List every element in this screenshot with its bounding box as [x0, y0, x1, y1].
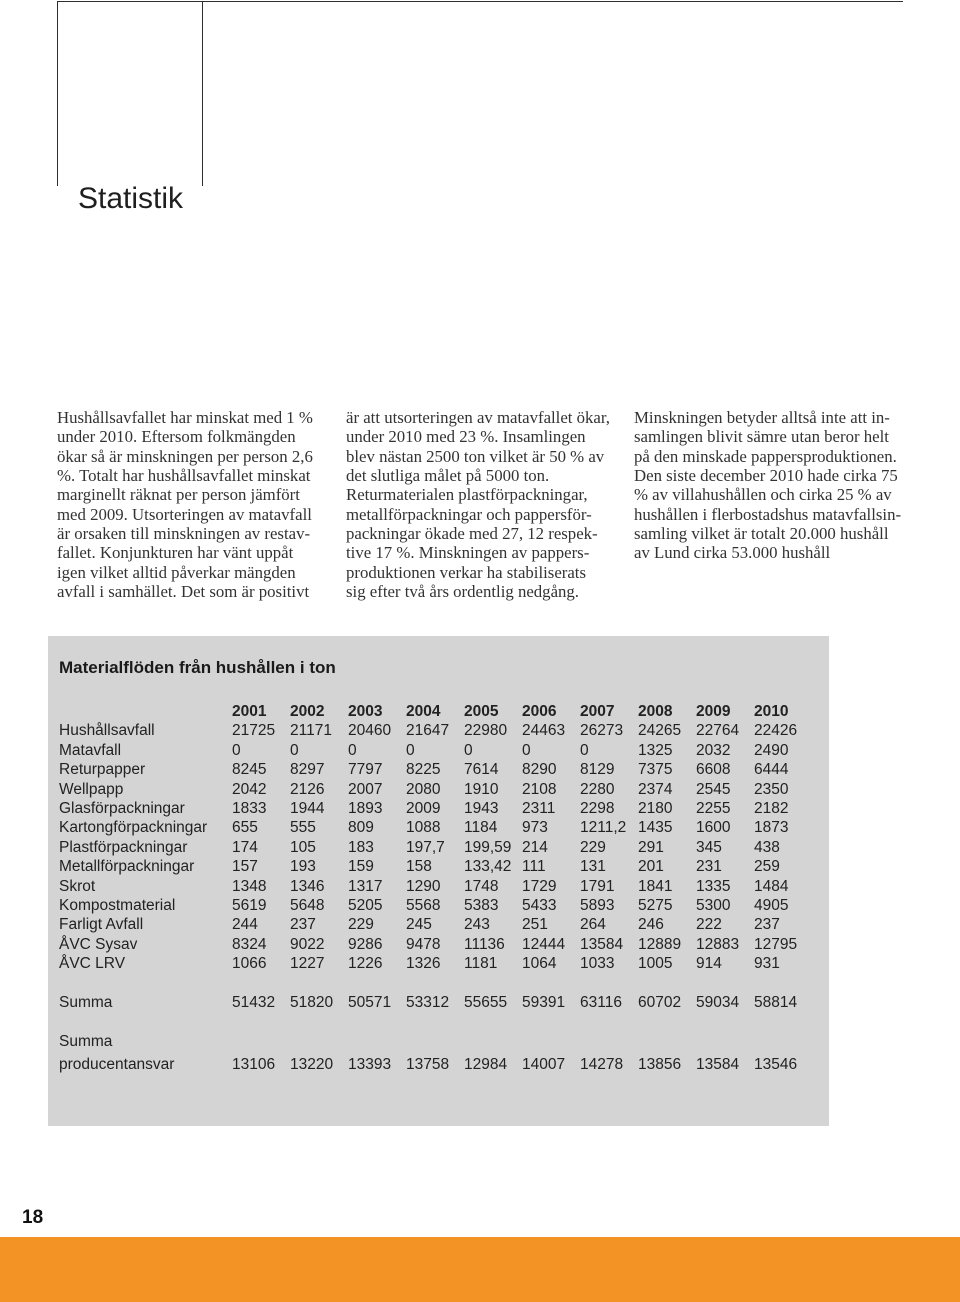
cell-value: 7614	[464, 761, 499, 779]
cell-value: 1944	[290, 800, 325, 818]
cell-value: 245	[406, 916, 432, 934]
cell-value: 2311	[522, 800, 556, 818]
table-header	[59, 702, 812, 721]
total-label	[59, 993, 232, 1012]
table-row	[59, 915, 812, 934]
text-line: produktionen verkar ha stabiliserats	[346, 562, 586, 582]
text-line: sig efter två års ordentlig nedgång.	[346, 582, 579, 602]
cell-value: 2009	[406, 800, 441, 818]
cell-value: 1791	[580, 877, 615, 895]
table-row	[59, 780, 812, 799]
year-header: 2010	[754, 703, 789, 720]
total-value: 59034	[696, 994, 740, 1012]
cell-value: 1833	[232, 800, 267, 818]
cell-value: 2374	[638, 780, 673, 798]
cell-value: 105	[290, 838, 316, 856]
table-spacer-cell	[59, 974, 812, 993]
text-line: är att utsorteringen av matavfallet ökar,	[346, 408, 610, 427]
text-line: packningar ökade med 27, 12 respek-	[346, 524, 598, 544]
cell-value: 0	[580, 741, 589, 759]
header-row	[59, 702, 812, 721]
cell-value: 1943	[464, 800, 499, 818]
table-row	[59, 954, 812, 973]
cell-value: 244	[232, 916, 258, 934]
cell-value: 8324	[232, 935, 267, 953]
table-row	[59, 896, 812, 915]
total-value: 58814	[754, 994, 798, 1012]
cell-value: 2080	[406, 780, 441, 798]
total-value: 13856	[638, 1055, 682, 1073]
cell-value: 133,42	[464, 858, 512, 876]
footer-accent-bar	[0, 1237, 960, 1302]
cell-value: 1290	[406, 877, 441, 895]
cell-value: 2007	[348, 780, 383, 798]
cell-value: 1484	[754, 877, 789, 895]
total-value: 13584	[696, 1055, 740, 1073]
cell-value: 26273	[580, 722, 624, 740]
table-row	[59, 935, 812, 954]
cell-value: 1910	[464, 780, 499, 798]
cell-value: 1211,2	[580, 819, 627, 837]
total-value: 59391	[522, 994, 566, 1012]
text-column-2	[346, 408, 610, 601]
page-title: Statistik	[78, 182, 184, 215]
cell-value: 2350	[754, 780, 789, 798]
cell-value: 1005	[638, 955, 673, 973]
total-value: 13393	[348, 1055, 392, 1073]
cell-value: 1893	[348, 800, 383, 818]
table-row	[59, 799, 812, 818]
cell-value: 24265	[638, 722, 682, 740]
text-line: ökar så är minskningen per person 2,6	[57, 446, 313, 466]
table-row	[59, 760, 812, 779]
year-header: 2009	[696, 703, 731, 720]
cell-value: 655	[232, 819, 258, 837]
year-header: 2002	[290, 703, 325, 720]
cell-value: 1066	[232, 955, 267, 973]
cell-value: 1317	[348, 877, 383, 895]
cell-value: 5893	[580, 897, 615, 915]
row-label: Plastförpackningar	[59, 838, 188, 856]
cell-value: 1064	[522, 955, 557, 973]
text-column-3	[634, 408, 901, 563]
total-value: 55655	[464, 994, 508, 1012]
total-value: 13106	[232, 1055, 276, 1073]
table-row	[59, 857, 812, 876]
cell-value: 5205	[348, 897, 383, 915]
row-label: Farligt Avfall	[59, 916, 144, 934]
cell-value: 9022	[290, 935, 325, 953]
table-row	[59, 721, 812, 740]
cell-value: 24463	[522, 722, 566, 740]
cell-value: 1348	[232, 877, 267, 895]
row-label: ÅVC LRV	[59, 955, 126, 973]
table-row	[59, 877, 812, 896]
cell-value: 183	[348, 838, 374, 856]
text-line: %. Totalt har hushållsavfallet minskat	[57, 466, 311, 486]
cell-value: 2180	[638, 800, 673, 818]
cell-value: 5619	[232, 897, 267, 915]
text-line: marginellt räknat per person jämfört	[57, 485, 300, 505]
cell-value: 0	[522, 741, 531, 759]
row-label: ÅVC Sysav	[59, 935, 138, 953]
cell-value: 12883	[696, 935, 740, 953]
header-empty-cell	[59, 702, 232, 721]
cell-value: 237	[754, 916, 780, 934]
frame-line-inner	[202, 1, 203, 186]
cell-value: 159	[348, 858, 374, 876]
cell-value: 259	[754, 858, 780, 876]
table-row	[59, 838, 812, 857]
row-label: Returpapper	[59, 761, 146, 779]
cell-value: 157	[232, 858, 258, 876]
text-line: Den siste december 2010 hade cirka 75	[634, 466, 898, 486]
cell-value: 7797	[348, 761, 383, 779]
total-value: 53312	[406, 994, 450, 1012]
cell-value: 21171	[290, 722, 332, 740]
cell-value: 8129	[580, 761, 615, 779]
cell-value: 1226	[348, 955, 383, 973]
cell-value: 7375	[638, 761, 673, 779]
cell-value: 2490	[754, 741, 789, 759]
cell-value: 931	[754, 955, 780, 973]
text-line: avfall i samhället. Det som är positivt	[57, 582, 310, 602]
page-number: 18	[22, 1207, 44, 1228]
table-title: Materialflöden från hushållen i ton	[59, 658, 336, 677]
cell-value: 21647	[406, 722, 450, 740]
cell-value: 193	[290, 858, 316, 876]
cell-value: 1729	[522, 877, 557, 895]
row-label: Matavfall	[59, 741, 122, 759]
total-value: 13758	[406, 1055, 450, 1073]
total-value: 50571	[348, 994, 392, 1012]
text-line: med 2009. Utsorteringen av matavfall	[57, 504, 312, 524]
table-body	[59, 721, 812, 1074]
text-line: är orsaken till minskningen av restav-	[57, 524, 311, 544]
text-line: av Lund cirka 53.000 hushåll	[634, 543, 831, 563]
cell-value: 229	[580, 838, 606, 856]
cell-value: 22426	[754, 722, 798, 740]
cell-value: 8297	[290, 761, 325, 779]
cell-value: 243	[464, 916, 490, 934]
cell-value: 1873	[754, 819, 789, 837]
cell-value: 1227	[290, 955, 325, 973]
cell-value: 2280	[580, 780, 615, 798]
cell-value: 246	[638, 916, 664, 934]
cell-value: 11136	[464, 935, 505, 953]
cell-value: 0	[406, 741, 415, 759]
cell-value: 291	[638, 838, 664, 856]
text-line: det slutliga målet på 5000 ton.	[346, 466, 550, 486]
cell-value: 229	[348, 916, 374, 934]
cell-value: 809	[348, 819, 374, 837]
row-label: Glasförpackningar	[59, 800, 185, 818]
cell-value: 222	[696, 916, 722, 934]
cell-value: 197,7	[406, 838, 445, 856]
material-table	[59, 702, 812, 1074]
frame-line-left	[57, 1, 58, 186]
cell-value: 973	[522, 819, 548, 837]
cell-value: 1346	[290, 877, 325, 895]
total-value: 51820	[290, 994, 334, 1012]
cell-value: 0	[348, 741, 357, 759]
cell-value: 20460	[348, 722, 392, 740]
cell-value: 2126	[290, 780, 325, 798]
cell-value: 5568	[406, 897, 441, 915]
cell-value: 21725	[232, 722, 276, 740]
cell-value: 1748	[464, 877, 499, 895]
cell-value: 131	[580, 858, 606, 876]
cell-value: 1184	[464, 819, 498, 837]
cell-value: 13584	[580, 935, 624, 953]
text-line: blev nästan 2500 ton vilket är 50 % av	[346, 446, 605, 466]
cell-value: 4905	[754, 897, 789, 915]
year-header: 2006	[522, 703, 557, 720]
year-header: 2005	[464, 703, 499, 720]
cell-value: 158	[406, 858, 432, 876]
cell-value: 1326	[406, 955, 441, 973]
cell-value: 1088	[406, 819, 441, 837]
cell-value: 5300	[696, 897, 731, 915]
year-header: 2004	[406, 703, 441, 720]
cell-value: 9478	[406, 935, 441, 953]
total-value: 51432	[232, 994, 276, 1012]
year-header: 2001	[232, 703, 267, 720]
cell-value: 214	[522, 838, 548, 856]
cell-value: 174	[232, 838, 258, 856]
year-header: 2007	[580, 703, 615, 720]
text-line: % av villahushållen och cirka 25 % av	[634, 485, 892, 505]
table-row	[59, 741, 812, 760]
cell-value: 9286	[348, 935, 383, 953]
cell-value: 5648	[290, 897, 325, 915]
material-table-box	[48, 636, 829, 1126]
cell-value: 6608	[696, 761, 731, 779]
cell-value: 1181	[464, 955, 498, 973]
table-spacer-cell	[59, 1012, 812, 1031]
cell-value: 111	[522, 858, 546, 876]
row-label: Skrot	[59, 877, 96, 895]
total-label-line: producentansvar	[59, 1055, 175, 1073]
total-row	[59, 1032, 812, 1074]
frame-line-top	[57, 1, 903, 2]
cell-value: 12444	[522, 935, 566, 953]
total-value: 14007	[522, 1055, 566, 1073]
text-column-1	[57, 408, 313, 601]
cell-value: 1033	[580, 955, 615, 973]
table-row	[59, 818, 812, 837]
text-line: Hushållsavfallet har minskat med 1 %	[57, 408, 313, 427]
cell-value: 12795	[754, 935, 798, 953]
total-label	[59, 1032, 232, 1074]
cell-value: 12889	[638, 935, 682, 953]
total-row	[59, 993, 812, 1012]
cell-value: 2298	[580, 800, 615, 818]
total-value: 63116	[580, 994, 622, 1012]
cell-value: 6444	[754, 761, 789, 779]
cell-value: 22764	[696, 722, 740, 740]
row-label: Hushållsavfall	[59, 722, 155, 740]
cell-value: 264	[580, 916, 606, 934]
row-label: Kartongförpackningar	[59, 819, 208, 837]
total-value: 60702	[638, 994, 682, 1012]
cell-value: 2255	[696, 800, 731, 818]
cell-value: 1841	[638, 877, 673, 895]
cell-value: 345	[696, 838, 722, 856]
cell-value: 2108	[522, 780, 557, 798]
total-value: 14278	[580, 1055, 624, 1073]
text-line: fallet. Konjunkturen har vänt uppåt	[57, 543, 294, 563]
cell-value: 2032	[696, 741, 731, 759]
text-line: på den minskade pappersproduktionen.	[634, 446, 897, 466]
row-label: Wellpapp	[59, 780, 124, 798]
cell-value: 8225	[406, 761, 441, 779]
cell-value: 2545	[696, 780, 731, 798]
cell-value: 1325	[638, 741, 673, 759]
text-line: igen vilket alltid påverkar mängden	[57, 562, 296, 582]
table-spacer-row	[59, 1012, 812, 1031]
cell-value: 1335	[696, 877, 731, 895]
cell-value: 251	[522, 916, 548, 934]
cell-value: 231	[696, 858, 722, 876]
cell-value: 0	[232, 741, 241, 759]
text-line: samlingen blivit sämre utan beror helt	[634, 427, 889, 447]
cell-value: 0	[290, 741, 299, 759]
text-line: Returmaterialen plastförpackningar,	[346, 485, 588, 505]
text-line: hushållen i flerbostadshus matavfallsin-	[634, 504, 902, 524]
text-line: under 2010. Eftersom folkmängden	[57, 427, 296, 447]
cell-value: 1600	[696, 819, 731, 837]
cell-value: 237	[290, 916, 316, 934]
cell-value: 22980	[464, 722, 508, 740]
text-line: tive 17 %. Minskningen av pappers-	[346, 543, 590, 563]
cell-value: 5275	[638, 897, 673, 915]
table-spacer-row	[59, 974, 812, 993]
cell-value: 199,59	[464, 838, 512, 856]
cell-value: 8245	[232, 761, 267, 779]
cell-value: 438	[754, 838, 780, 856]
year-header: 2003	[348, 703, 383, 720]
text-line: metallförpackningar och pappersför-	[346, 504, 592, 524]
cell-value: 5433	[522, 897, 557, 915]
total-label-line: Summa	[59, 994, 113, 1012]
row-label: Metallförpackningar	[59, 858, 195, 876]
cell-value: 2042	[232, 780, 267, 798]
total-value: 13220	[290, 1055, 334, 1073]
cell-value: 2182	[754, 800, 789, 818]
cell-value: 555	[290, 819, 316, 837]
row-label: Kompostmaterial	[59, 897, 176, 915]
cell-value: 914	[696, 955, 722, 973]
cell-value: 8290	[522, 761, 557, 779]
total-value: 12984	[464, 1055, 508, 1073]
text-line: under 2010 med 23 %. Insamlingen	[346, 427, 586, 447]
cell-value: 201	[638, 858, 664, 876]
cell-value: 0	[464, 741, 473, 759]
text-line: samling vilket är totalt 20.000 hushåll	[634, 524, 889, 544]
year-header: 2008	[638, 703, 673, 720]
cell-value: 5383	[464, 897, 499, 915]
cell-value: 1435	[638, 819, 673, 837]
text-line: Minskningen betyder alltså inte att in-	[634, 408, 890, 427]
total-value: 13546	[754, 1055, 798, 1073]
total-label-line: Summa	[59, 1032, 113, 1050]
